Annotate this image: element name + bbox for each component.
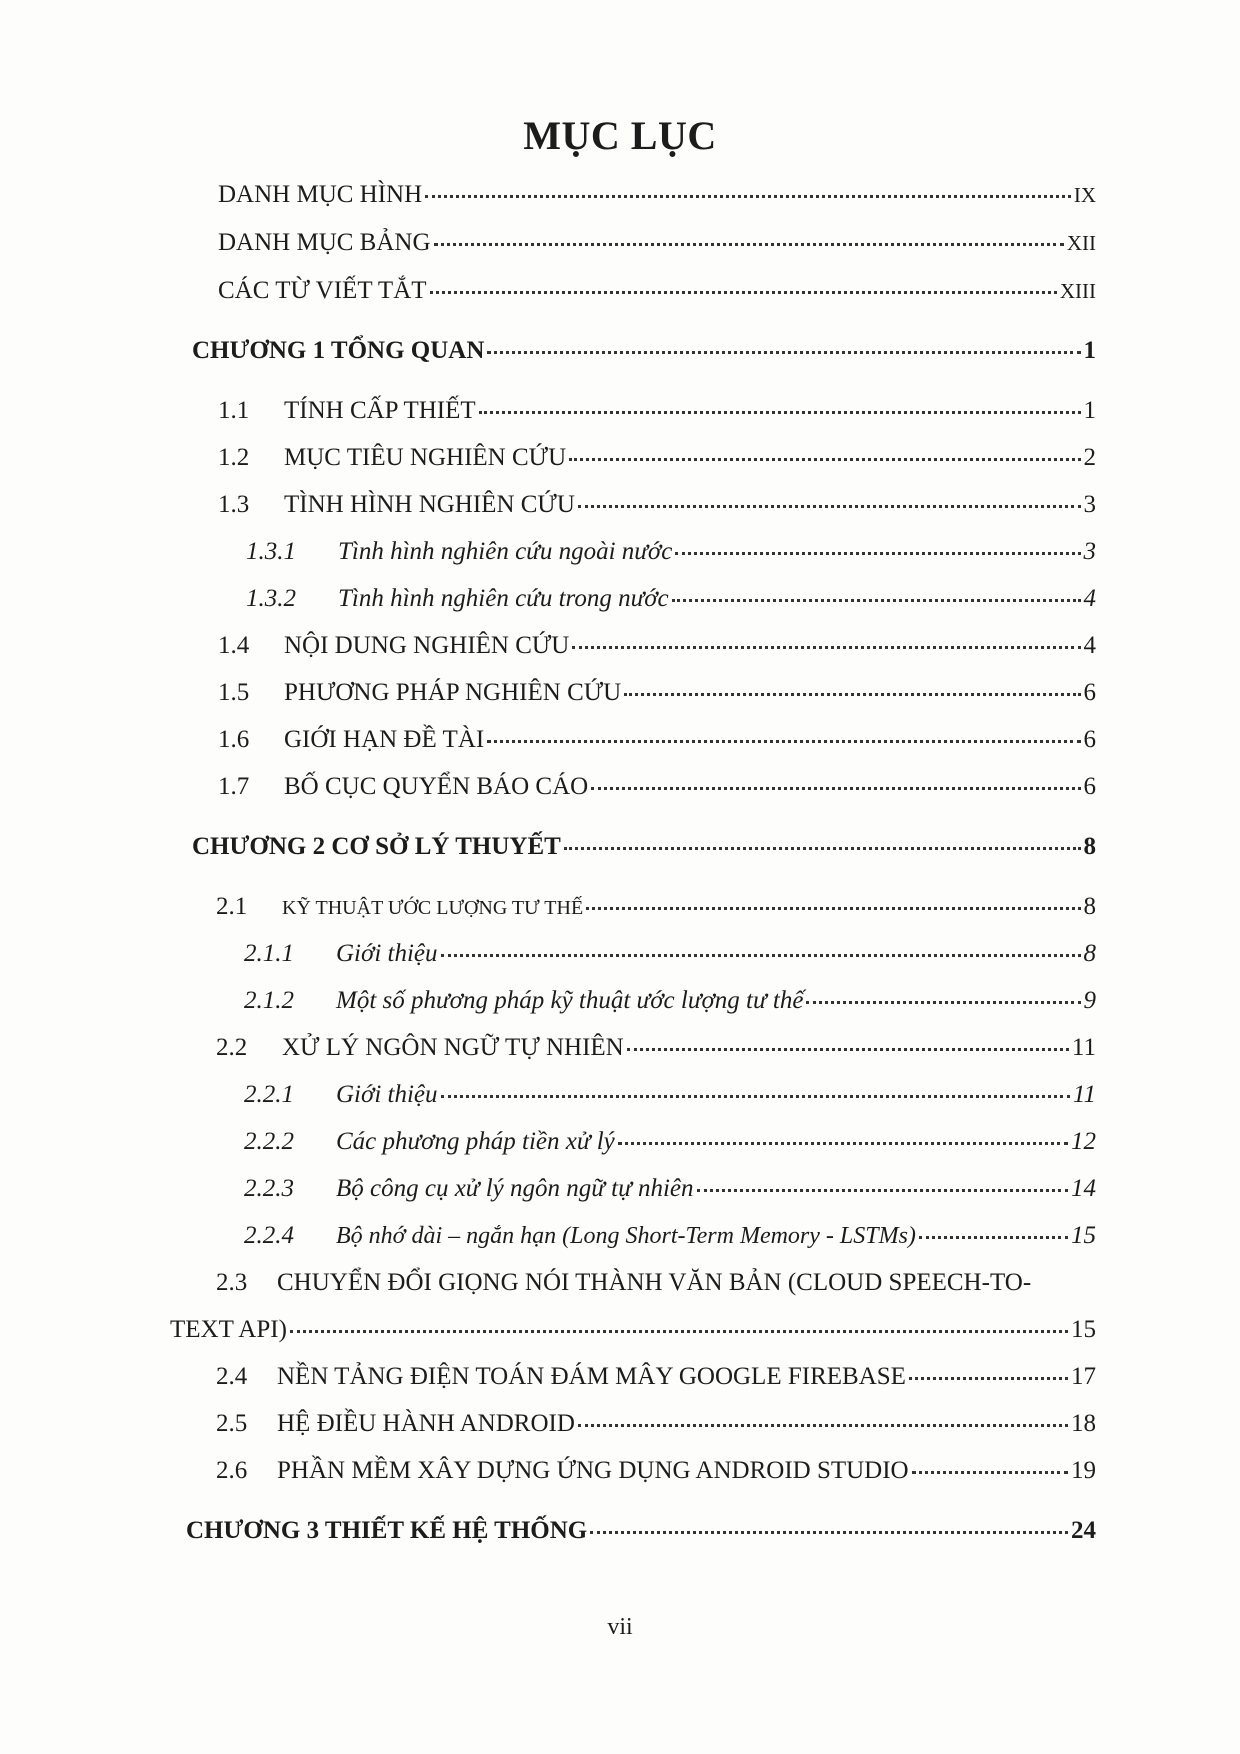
toc-section-2-3-continued[interactable]: [170, 1313, 1096, 1347]
toc-subsection-2-1-2[interactable]: [244, 984, 1096, 1018]
toc-section-text: KỸ THUẬT ƯỚC LƯỢNG TƯ THẾ: [282, 897, 584, 919]
toc-section-text: Tình hình nghiên cứu trong nước: [338, 585, 669, 612]
toc-section-number: 2.1.2: [244, 987, 294, 1014]
toc-section-text: Bộ nhớ dài – ngắn hạn (Long Short-Term Memory - LSTMs): [336, 1223, 916, 1249]
toc-section-number: 2.6: [216, 1457, 248, 1484]
toc-page-number: 4: [1083, 632, 1096, 659]
toc-section-1-5[interactable]: [218, 676, 1096, 710]
toc-section-2-6[interactable]: [216, 1454, 1096, 1488]
toc-section-text: PHƯƠNG PHÁP NGHIÊN CỨU: [284, 679, 622, 706]
toc-section-text: Tình hình nghiên cứu ngoài nước: [338, 538, 673, 565]
toc-section-text: TÌNH HÌNH NGHIÊN CỨU: [284, 491, 575, 518]
toc-subsection-2-2-2[interactable]: [244, 1125, 1096, 1159]
toc-leader-dots: [806, 1001, 1080, 1004]
toc-section-1-4[interactable]: [218, 629, 1096, 663]
toc-leader-dots: [441, 1095, 1070, 1098]
toc-section-text: Bộ công cụ xử lý ngôn ngữ tự nhiên: [336, 1175, 694, 1202]
toc-section-number: 2.5: [216, 1410, 248, 1437]
toc-page-number: 4: [1083, 585, 1096, 612]
toc-entry-text: DANH MỤC BẢNG: [218, 229, 431, 256]
toc-section-2-3[interactable]: [216, 1266, 1096, 1300]
toc-entry-figures[interactable]: [218, 178, 1096, 212]
page-number-footer: vii: [607, 1614, 633, 1640]
toc-page-number: 6: [1083, 773, 1096, 800]
toc-leader-dots: [909, 1377, 1068, 1380]
toc-leader-dots: [672, 599, 1081, 602]
toc-section-text: Các phương pháp tiền xử lý: [336, 1128, 615, 1155]
toc-section-text: HỆ ĐIỀU HÀNH ANDROID: [277, 1410, 575, 1437]
toc-chapter-text: CHƯƠNG 2 CƠ SỞ LÝ THUYẾT: [192, 833, 561, 860]
toc-page-number: 14: [1071, 1175, 1096, 1202]
toc-section-1-6[interactable]: [218, 723, 1096, 757]
toc-leader-dots: [572, 646, 1080, 649]
toc-page-number: 11: [1071, 1034, 1096, 1061]
toc-page-number: 15: [1071, 1222, 1096, 1249]
toc-leader-dots: [912, 1471, 1068, 1474]
toc-leader-dots: [487, 740, 1080, 743]
toc-section-number: 1.7: [218, 773, 250, 800]
toc-section-text: Một số phương pháp kỹ thuật ước lượng tư thế: [336, 987, 804, 1014]
toc-page-number: 17: [1071, 1363, 1096, 1390]
toc-section-number: 1.4: [218, 632, 250, 659]
toc-section-number: 2.1: [216, 893, 248, 920]
toc-leader-dots: [479, 411, 1081, 414]
toc-leader-dots: [591, 787, 1080, 790]
toc-page-number: 24: [1071, 1517, 1096, 1544]
toc-section-number: 2.3: [216, 1269, 248, 1296]
toc-chapter-1[interactable]: [192, 334, 1096, 368]
toc-section-1-1[interactable]: [218, 394, 1096, 428]
toc-section-number: 1.5: [218, 679, 250, 706]
toc-leader-dots: [487, 351, 1080, 354]
toc-leader-dots: [569, 458, 1080, 461]
toc-page-number: 8: [1083, 893, 1096, 920]
toc-page-number: 12: [1071, 1128, 1096, 1155]
toc-page-number: 6: [1083, 726, 1096, 753]
toc-leader-dots: [425, 195, 1071, 198]
toc-page-number: 1: [1083, 337, 1096, 364]
toc-page-number: 1: [1083, 397, 1096, 424]
toc-section-number: 1.3.1: [246, 538, 296, 565]
toc-page-number: 18: [1071, 1410, 1096, 1437]
toc-page-number: 3: [1083, 538, 1096, 565]
toc-section-number: 2.4: [216, 1363, 248, 1390]
toc-section-text: TÍNH CẤP THIẾT: [284, 397, 476, 424]
toc-entry-tables[interactable]: [218, 226, 1096, 260]
toc-leader-dots: [697, 1189, 1069, 1192]
toc-section-number: 1.2: [218, 444, 250, 471]
toc-page-number: 11: [1072, 1081, 1096, 1108]
toc-chapter-text: CHƯƠNG 3 THIẾT KẾ HỆ THỐNG: [186, 1517, 588, 1544]
toc-leader-dots: [564, 847, 1081, 850]
toc-section-1-3[interactable]: [218, 488, 1096, 522]
toc-section-number: 1.3.2: [246, 585, 296, 612]
toc-section-number: 2.2.4: [244, 1222, 294, 1249]
toc-chapter-2[interactable]: [192, 830, 1096, 864]
toc-section-text: GIỚI HẠN ĐỀ TÀI: [284, 726, 485, 753]
toc-section-text: PHẦN MỀM XÂY DỰNG ỨNG DỤNG ANDROID STUDIO: [277, 1457, 909, 1484]
toc-leader-dots: [586, 907, 1080, 910]
toc-entry-text: CÁC TỪ VIẾT TẮT: [218, 277, 427, 304]
toc-chapter-3[interactable]: [186, 1514, 1096, 1548]
toc-section-text: Giới thiệu: [336, 940, 438, 967]
toc-section-text-continued: TEXT API): [170, 1316, 287, 1343]
toc-leader-dots: [290, 1330, 1068, 1333]
toc-section-2-2[interactable]: [216, 1031, 1096, 1065]
toc-section-number: 2.2: [216, 1034, 248, 1061]
toc-subsection-2-1-1[interactable]: [244, 937, 1096, 971]
toc-subsection-2-2-1[interactable]: [244, 1078, 1096, 1112]
toc-page-number: 8: [1083, 833, 1096, 860]
page-title: MỤC LỤC: [523, 113, 717, 158]
toc-leader-dots: [919, 1236, 1068, 1239]
toc-page-number: 8: [1083, 940, 1096, 967]
toc-page-number: 15: [1071, 1316, 1096, 1343]
toc-page-number: XIII: [1059, 279, 1096, 303]
toc-page-number: IX: [1073, 183, 1096, 207]
toc-section-number: 2.2.3: [244, 1175, 294, 1202]
toc-page-number: 3: [1083, 491, 1096, 518]
toc-section-1-7[interactable]: [218, 770, 1096, 804]
toc-section-text: NỀN TẢNG ĐIỆN TOÁN ĐÁM MÂY GOOGLE FIREBASE: [277, 1363, 906, 1390]
toc-leader-dots: [627, 1048, 1069, 1051]
toc-subsection-2-2-3[interactable]: [244, 1172, 1096, 1206]
toc-section-text: BỐ CỤC QUYỂN BÁO CÁO: [284, 773, 589, 800]
toc-page-number: 9: [1083, 987, 1096, 1014]
toc-section-text: NỘI DUNG NGHIÊN CỨU: [284, 632, 570, 659]
toc-leader-dots: [441, 954, 1081, 957]
toc-section-number: 2.2.2: [244, 1128, 294, 1155]
toc-section-number: 1.6: [218, 726, 250, 753]
toc-leader-dots: [675, 552, 1080, 555]
toc-leader-dots: [434, 243, 1064, 246]
toc-subsection-1-3-2[interactable]: [246, 582, 1096, 616]
toc-page-number: 2: [1083, 444, 1096, 471]
toc-page-number: 19: [1071, 1457, 1096, 1484]
toc-section-2-1[interactable]: [216, 890, 1096, 924]
toc-leader-dots: [618, 1142, 1068, 1145]
toc-entry-text: DANH MỤC HÌNH: [218, 181, 423, 208]
toc-subsection-1-3-1[interactable]: [246, 535, 1096, 569]
toc-chapter-text: CHƯƠNG 1 TỔNG QUAN: [192, 337, 485, 364]
toc-section-text: CHUYỂN ĐỔI GIỌNG NÓI THÀNH VĂN BẢN (CLOUD SPEECH-TO-: [277, 1269, 1032, 1296]
toc-section-number: 1.3: [218, 491, 250, 518]
toc-section-1-2[interactable]: [218, 441, 1096, 475]
toc-leader-dots: [578, 505, 1081, 508]
toc-section-2-5[interactable]: [216, 1407, 1096, 1441]
toc-leader-dots: [624, 693, 1080, 696]
toc-page-number: XII: [1066, 231, 1096, 255]
toc-entry-abbreviations[interactable]: [218, 274, 1096, 308]
toc-leader-dots: [578, 1424, 1068, 1427]
toc-section-text: Giới thiệu: [336, 1081, 438, 1108]
toc-section-text: XỬ LÝ NGÔN NGỮ TỰ NHIÊN: [282, 1034, 624, 1061]
toc-subsection-2-2-4[interactable]: [244, 1219, 1096, 1253]
toc-section-number: 1.1: [218, 397, 250, 424]
toc-section-number: 2.2.1: [244, 1081, 294, 1108]
toc-page-number: 6: [1083, 679, 1096, 706]
toc-section-number: 2.1.1: [244, 940, 294, 967]
toc-leader-dots: [590, 1531, 1068, 1534]
toc-section-text: MỤC TIÊU NGHIÊN CỨU: [284, 444, 567, 471]
toc-leader-dots: [430, 291, 1057, 294]
toc-section-2-4[interactable]: [216, 1360, 1096, 1394]
